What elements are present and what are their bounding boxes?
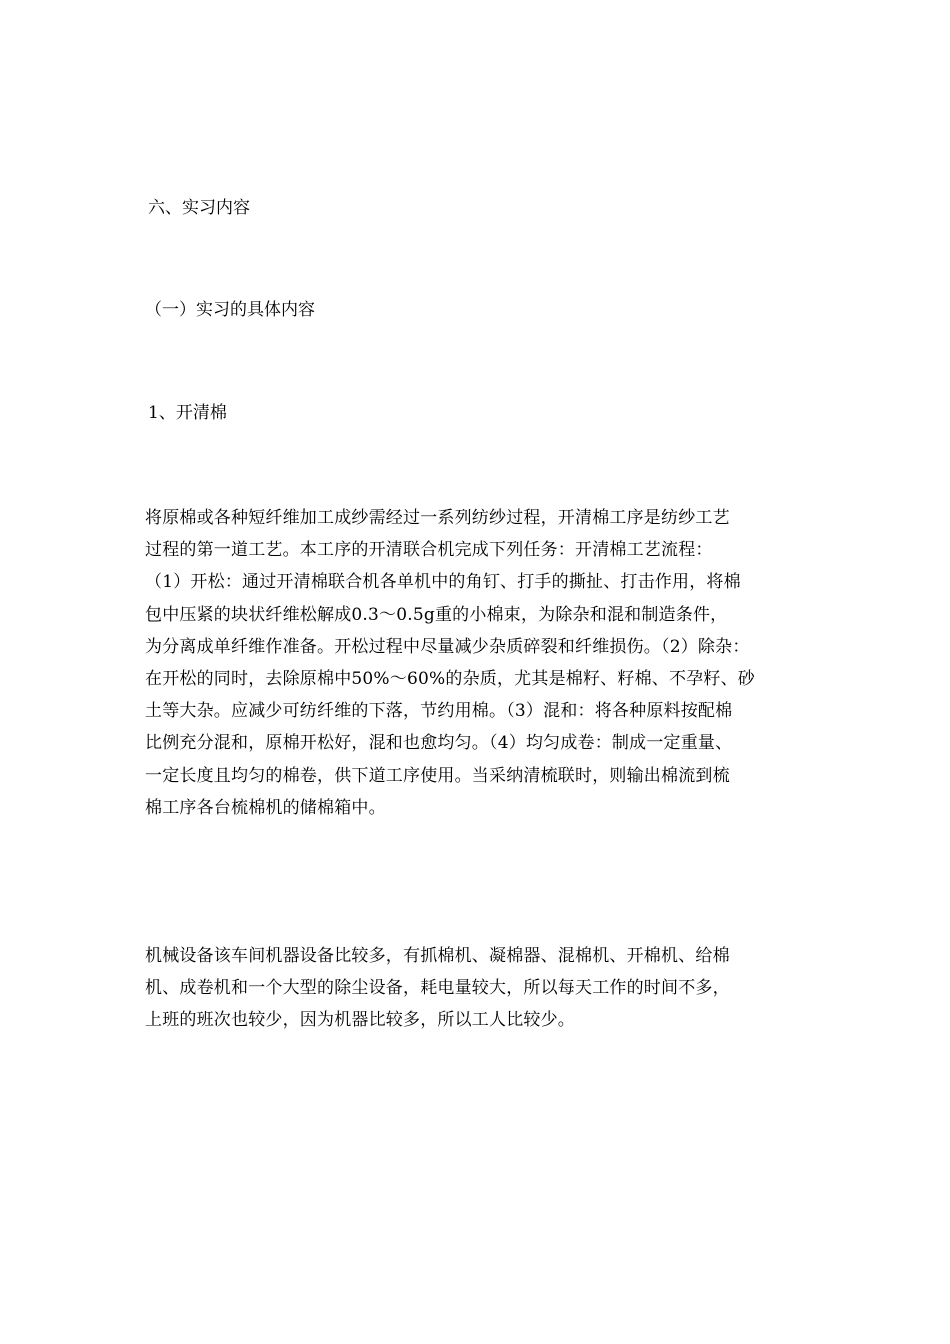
paragraph-line: 过程的第一道工艺。本工序的开清联合机完成下列任务：开清棉工艺流程： (145, 540, 713, 561)
process-paragraph (145, 502, 810, 824)
paragraph-line: 棉工序各台梳棉机的储棉箱中。 (145, 797, 386, 818)
paragraph-line: 一定长度且均匀的棉卷，供下道工序使用。当采纳清梳联时，则输出棉流到梳 (145, 765, 730, 786)
paragraph-line: 机、成卷机和一个大型的除尘设备，耗电量较大，所以每天工作的时间不多， (145, 978, 730, 999)
section-heading: 六、实习内容 (148, 198, 250, 218)
paragraph-line: 上班的班次也较少，因为机器比较多，所以工人比较少。 (145, 1010, 575, 1031)
item-heading: 1、开清棉 (148, 403, 227, 423)
subsection-heading: （一）实习的具体内容 (145, 300, 315, 320)
paragraph-line: 比例充分混和，原棉开松好，混和也愈均匀。（4）均匀成卷：制成一定重量、 (145, 733, 733, 754)
equipment-paragraph (145, 940, 810, 1037)
paragraph-line: 包中压紧的块状纤维松解成0.3～0.5g重的小棉束，为除杂和混和制造条件， (145, 604, 728, 625)
paragraph-line: 机械设备该车间机器设备比较多，有抓棉机、凝棉器、混棉机、开棉机、给棉 (145, 946, 730, 966)
paragraph-line: 在开松的同时，去除原棉中50%～60%的杂质，尤其是棉籽、籽棉、不孕籽、砂 (145, 668, 755, 689)
paragraph-line: （1）开松：通过开清棉联合机各单机中的角钉、打手的撕扯、打击作用，将棉 (145, 572, 741, 593)
paragraph-line: 土等大杂。应减少可纺纤维的下落，节约用棉。（3）混和：将各种原料按配棉 (145, 701, 733, 722)
paragraph-line: 为分离成单纤维作准备。开松过程中尽量减少杂质碎裂和纤维损伤。（2）除杂： (145, 636, 750, 657)
paragraph-line: 将原棉或各种短纤维加工成纱需经过一系列纺纱过程，开清棉工序是纺纱工艺 (145, 508, 730, 528)
